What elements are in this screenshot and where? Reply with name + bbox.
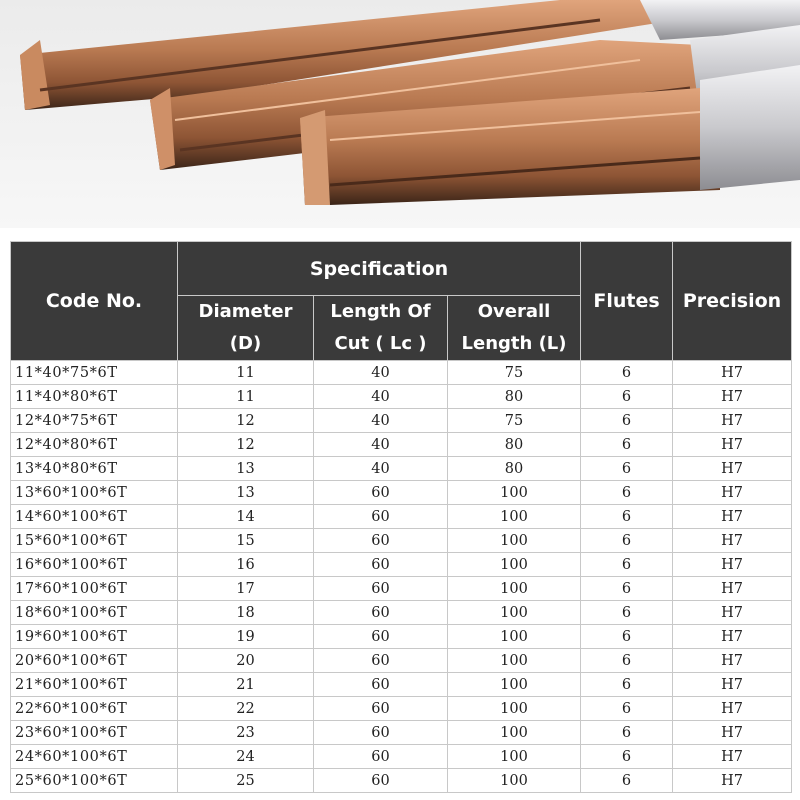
cell-precision: H7: [673, 697, 792, 721]
header-length-of-cut-line1: Length Of: [330, 301, 431, 322]
cell-flutes: 6: [581, 385, 673, 409]
cell-flutes: 6: [581, 409, 673, 433]
cell-overall-length: 100: [448, 697, 581, 721]
cell-overall-length: 100: [448, 649, 581, 673]
table-row: [11, 649, 792, 673]
cell-overall-length: 100: [448, 721, 581, 745]
cell-precision: H7: [673, 553, 792, 577]
table-row: [11, 673, 792, 697]
reamer-tools-illustration: [0, 0, 800, 228]
cell-diameter: 23: [178, 721, 314, 745]
table-row: [11, 553, 792, 577]
cell-diameter: 12: [178, 433, 314, 457]
cell-precision: H7: [673, 433, 792, 457]
spec-table-body: [11, 361, 792, 793]
cell-diameter: 25: [178, 769, 314, 793]
table-row: [11, 625, 792, 649]
header-overall-length: [448, 296, 581, 361]
table-row: [11, 457, 792, 481]
header-length-of-cut-line2: Cut ( Lc ): [334, 333, 427, 354]
cell-overall-length: 80: [448, 457, 581, 481]
cell-length-of-cut: 60: [314, 481, 448, 505]
table-row: [11, 601, 792, 625]
cell-precision: H7: [673, 361, 792, 385]
cell-precision: H7: [673, 721, 792, 745]
cell-overall-length: 100: [448, 553, 581, 577]
table-row: [11, 361, 792, 385]
cell-diameter: 11: [178, 385, 314, 409]
product-photo: [0, 0, 800, 228]
cell-precision: H7: [673, 577, 792, 601]
cell-diameter: 11: [178, 361, 314, 385]
cell-flutes: 6: [581, 505, 673, 529]
cell-length-of-cut: 60: [314, 505, 448, 529]
cell-precision: H7: [673, 769, 792, 793]
cell-flutes: 6: [581, 577, 673, 601]
cell-flutes: 6: [581, 433, 673, 457]
header-diameter: [178, 296, 314, 361]
cell-length-of-cut: 40: [314, 409, 448, 433]
cell-diameter: 17: [178, 577, 314, 601]
cell-diameter: 19: [178, 625, 314, 649]
cell-code: 25*60*100*6T: [11, 769, 178, 793]
cell-precision: H7: [673, 649, 792, 673]
cell-overall-length: 80: [448, 385, 581, 409]
cell-length-of-cut: 60: [314, 625, 448, 649]
cell-code: 21*60*100*6T: [11, 673, 178, 697]
table-row: [11, 505, 792, 529]
cell-code: 11*40*80*6T: [11, 385, 178, 409]
cell-overall-length: 100: [448, 505, 581, 529]
cell-precision: H7: [673, 601, 792, 625]
cell-flutes: 6: [581, 601, 673, 625]
cell-overall-length: 75: [448, 361, 581, 385]
cell-code: 12*40*80*6T: [11, 433, 178, 457]
cell-code: 24*60*100*6T: [11, 745, 178, 769]
cell-code: 16*60*100*6T: [11, 553, 178, 577]
cell-flutes: 6: [581, 721, 673, 745]
cell-length-of-cut: 40: [314, 361, 448, 385]
cell-code: 12*40*75*6T: [11, 409, 178, 433]
cell-code: 20*60*100*6T: [11, 649, 178, 673]
cell-code: 17*60*100*6T: [11, 577, 178, 601]
cell-length-of-cut: 40: [314, 433, 448, 457]
header-diameter-line1: Diameter: [198, 301, 293, 322]
table-row: [11, 769, 792, 793]
cell-overall-length: 100: [448, 601, 581, 625]
cell-diameter: 24: [178, 745, 314, 769]
cell-diameter: 13: [178, 457, 314, 481]
cell-flutes: 6: [581, 481, 673, 505]
table-row: [11, 529, 792, 553]
cell-flutes: 6: [581, 625, 673, 649]
cell-length-of-cut: 60: [314, 745, 448, 769]
cell-length-of-cut: 60: [314, 769, 448, 793]
cell-precision: H7: [673, 385, 792, 409]
cell-flutes: 6: [581, 649, 673, 673]
header-diameter-line2: (D): [229, 333, 262, 354]
cell-diameter: 14: [178, 505, 314, 529]
cell-flutes: 6: [581, 361, 673, 385]
cell-overall-length: 80: [448, 433, 581, 457]
cell-diameter: 15: [178, 529, 314, 553]
cell-precision: H7: [673, 481, 792, 505]
table-row: [11, 409, 792, 433]
cell-length-of-cut: 60: [314, 697, 448, 721]
cell-length-of-cut: 60: [314, 721, 448, 745]
header-overall-length-line2: Length (L): [461, 333, 567, 354]
table-row: [11, 745, 792, 769]
table-row: [11, 697, 792, 721]
cell-overall-length: 100: [448, 769, 581, 793]
table-row: [11, 433, 792, 457]
header-flutes: Flutes: [581, 242, 673, 361]
cell-length-of-cut: 40: [314, 385, 448, 409]
cell-precision: H7: [673, 409, 792, 433]
cell-overall-length: 100: [448, 481, 581, 505]
cell-code: 15*60*100*6T: [11, 529, 178, 553]
cell-flutes: 6: [581, 457, 673, 481]
table-row: [11, 385, 792, 409]
cell-length-of-cut: 60: [314, 649, 448, 673]
cell-code: 23*60*100*6T: [11, 721, 178, 745]
cell-length-of-cut: 60: [314, 553, 448, 577]
table-row: [11, 577, 792, 601]
cell-flutes: 6: [581, 673, 673, 697]
cell-overall-length: 100: [448, 529, 581, 553]
cell-precision: H7: [673, 529, 792, 553]
cell-code: 11*40*75*6T: [11, 361, 178, 385]
header-precision: Precision: [673, 242, 792, 361]
spec-table: [10, 241, 792, 793]
header-length-of-cut: [314, 296, 448, 361]
cell-length-of-cut: 60: [314, 577, 448, 601]
header-overall-length-line1: Overall: [477, 301, 551, 322]
table-row: [11, 481, 792, 505]
cell-length-of-cut: 60: [314, 529, 448, 553]
cell-diameter: 16: [178, 553, 314, 577]
cell-code: 22*60*100*6T: [11, 697, 178, 721]
cell-diameter: 22: [178, 697, 314, 721]
cell-precision: H7: [673, 457, 792, 481]
table-row: [11, 721, 792, 745]
cell-diameter: 21: [178, 673, 314, 697]
cell-precision: H7: [673, 625, 792, 649]
cell-length-of-cut: 60: [314, 673, 448, 697]
cell-flutes: 6: [581, 769, 673, 793]
cell-precision: H7: [673, 673, 792, 697]
cell-flutes: 6: [581, 745, 673, 769]
cell-overall-length: 100: [448, 577, 581, 601]
cell-diameter: 13: [178, 481, 314, 505]
cell-code: 18*60*100*6T: [11, 601, 178, 625]
cell-precision: H7: [673, 745, 792, 769]
cell-overall-length: 100: [448, 673, 581, 697]
cell-flutes: 6: [581, 553, 673, 577]
cell-length-of-cut: 60: [314, 601, 448, 625]
cell-code: 14*60*100*6T: [11, 505, 178, 529]
cell-diameter: 12: [178, 409, 314, 433]
cell-code: 13*40*80*6T: [11, 457, 178, 481]
cell-length-of-cut: 40: [314, 457, 448, 481]
cell-code: 19*60*100*6T: [11, 625, 178, 649]
cell-overall-length: 75: [448, 409, 581, 433]
cell-flutes: 6: [581, 529, 673, 553]
cell-diameter: 20: [178, 649, 314, 673]
header-specification: Specification: [178, 242, 581, 296]
cell-flutes: 6: [581, 697, 673, 721]
cell-overall-length: 100: [448, 745, 581, 769]
cell-diameter: 18: [178, 601, 314, 625]
cell-overall-length: 100: [448, 625, 581, 649]
header-code-no: Code No.: [11, 242, 178, 361]
cell-code: 13*60*100*6T: [11, 481, 178, 505]
cell-precision: H7: [673, 505, 792, 529]
